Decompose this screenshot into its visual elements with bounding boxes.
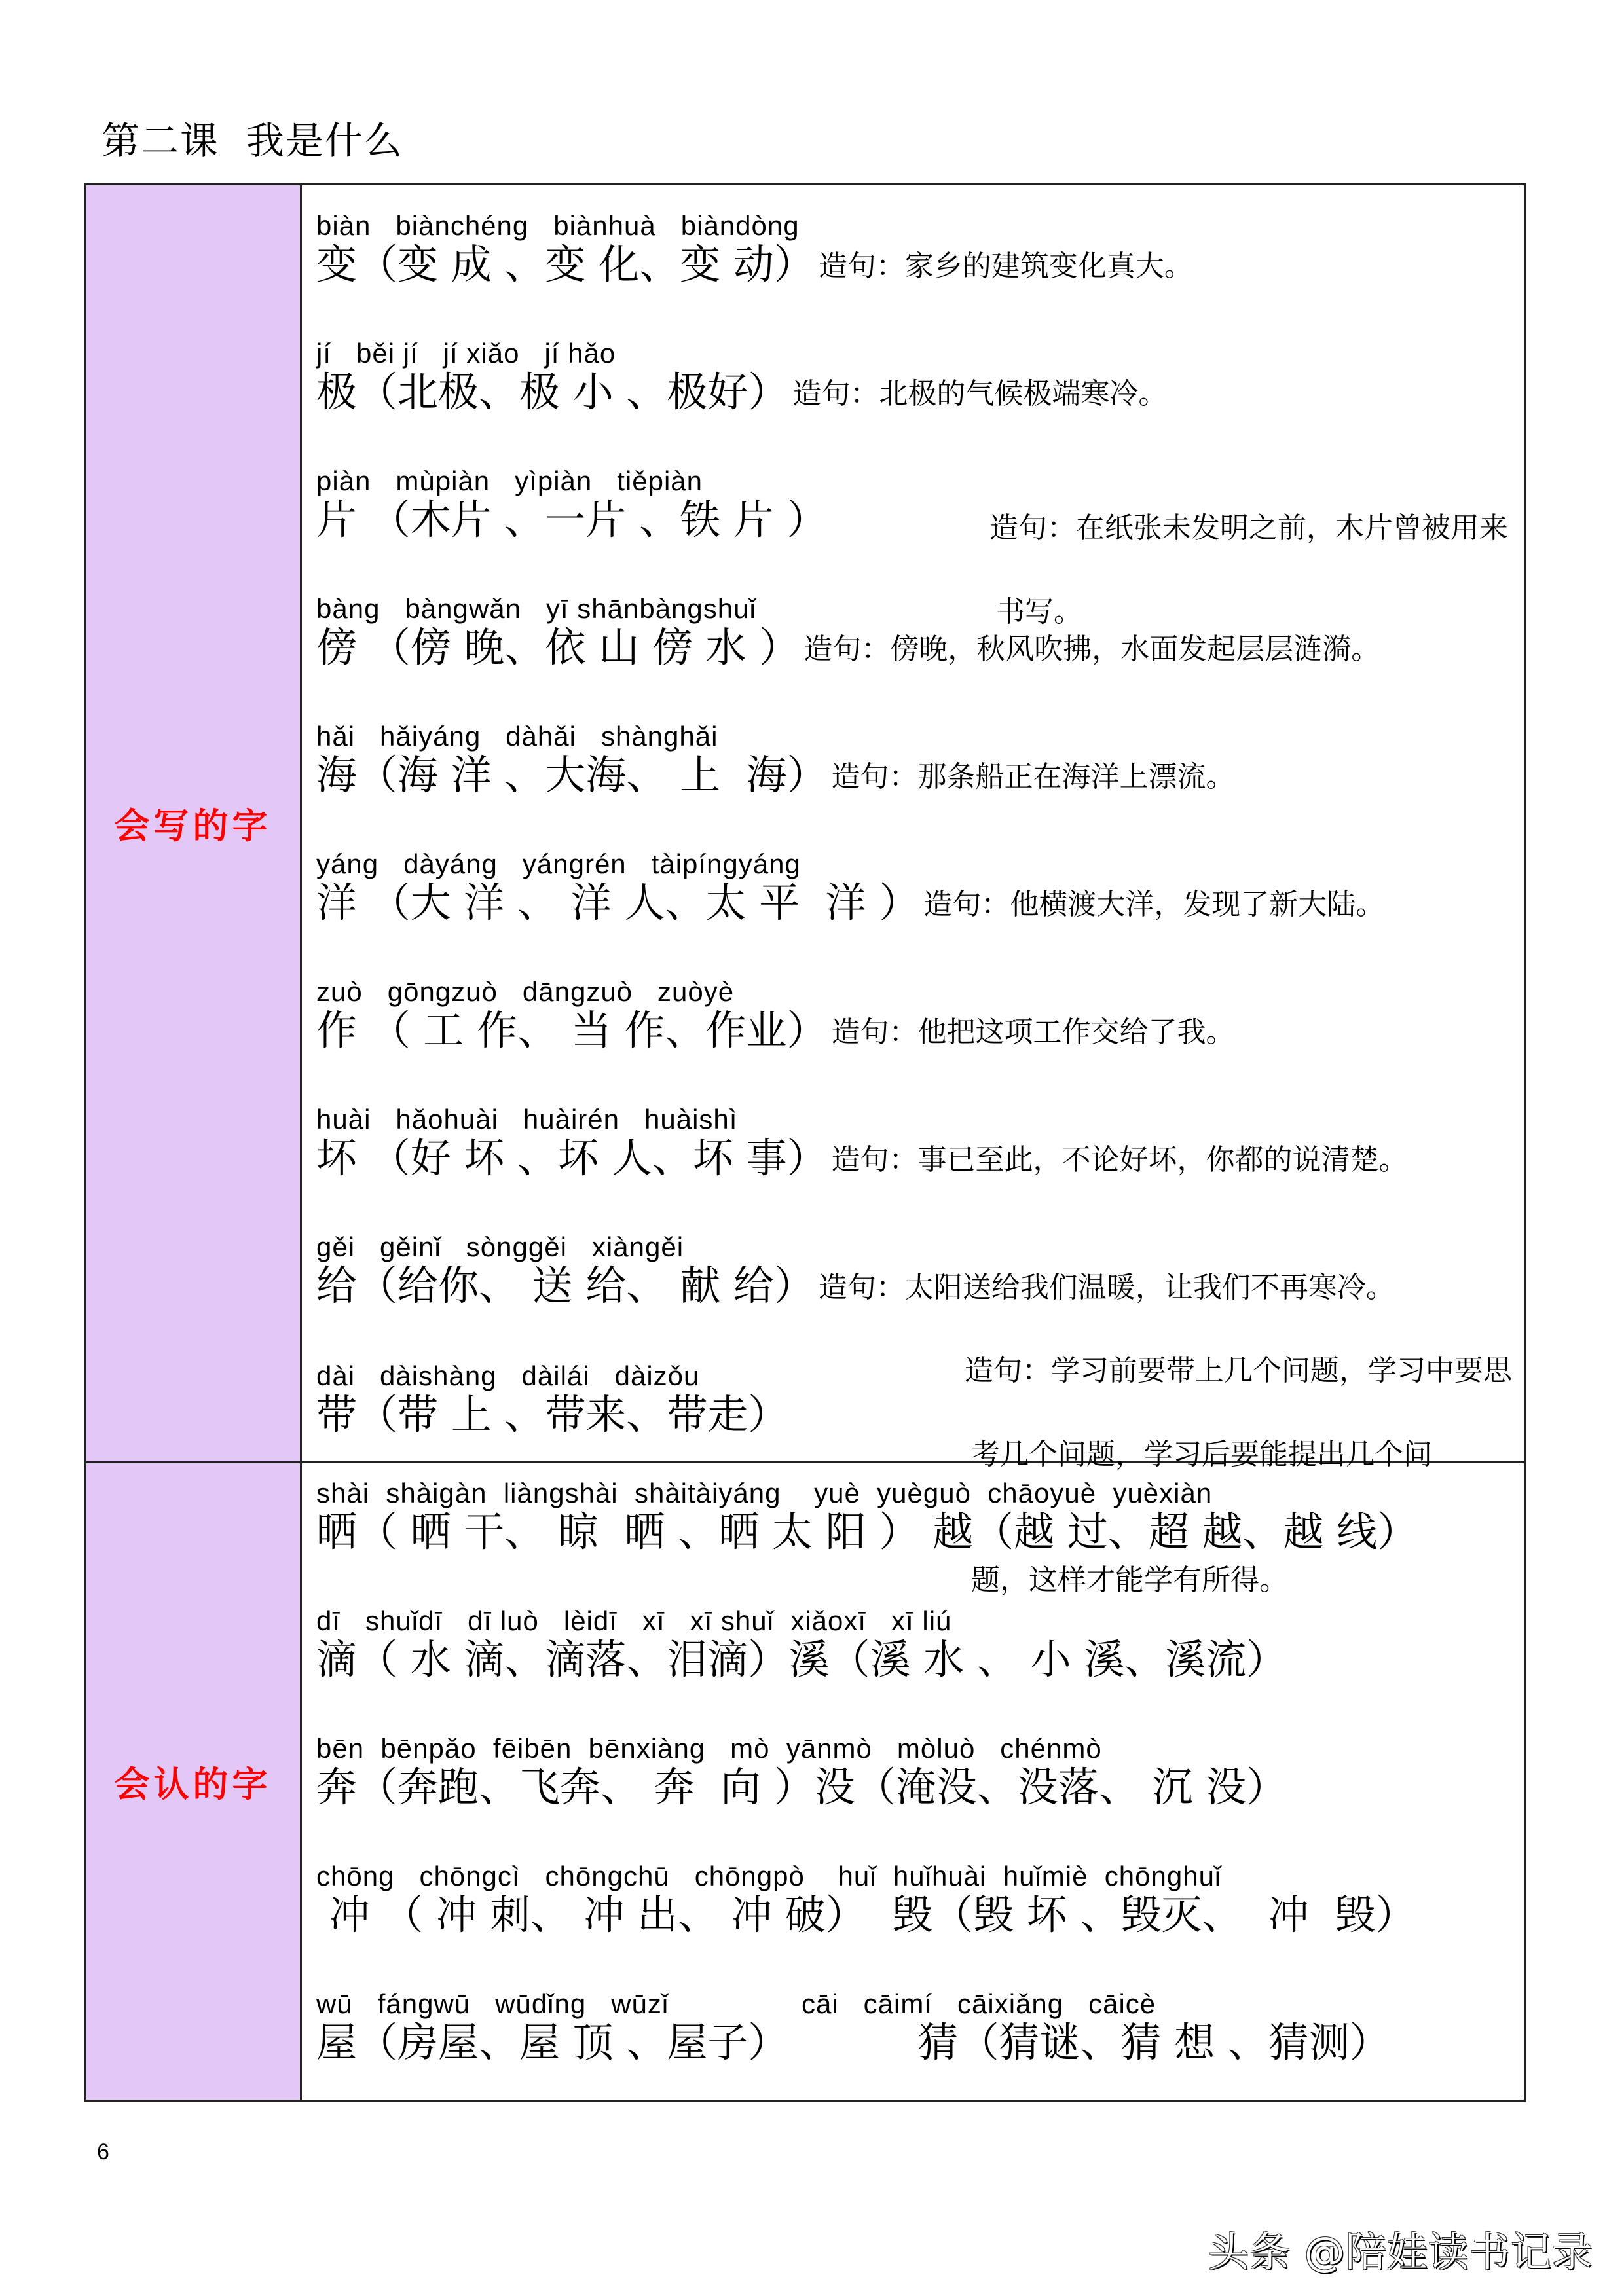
sentence-label: 造句： <box>964 1354 1051 1387</box>
word-entry <box>316 848 1517 926</box>
section-read-content <box>302 1463 1524 2100</box>
watermark: 头条 @陪娃读书记录 <box>1208 2228 1593 2276</box>
vocabulary-table <box>84 183 1526 2102</box>
sentence-label: 造句： <box>923 888 1010 921</box>
hanzi-line: 洋 （大 洋 、 洋 人、太 平 洋 ） <box>316 879 920 926</box>
hanzi-line: 屋（房屋、屋 顶 、屋子） 猜（猜谜、猜 想 、猜测） <box>316 2018 1390 2066</box>
pinyin-line: wū fángwū wūdǐng wūzǐ cāi cāimí cāixiǎng cāicè <box>316 1988 1156 2019</box>
sentence-label: 造句： <box>989 511 1076 545</box>
example-sentence-continued: 题，这样才能学有所得。 <box>971 1563 1288 1597</box>
hanzi-line: 极（北极、极 小 、极好） <box>316 368 789 416</box>
example-sentence: 那条船正在海洋上漂流。 <box>917 760 1235 793</box>
sentence-label: 造句： <box>792 377 879 410</box>
example-sentence-continued: 考几个问题，学习后要能提出几个问 <box>971 1438 1432 1471</box>
pinyin-line: hǎi hǎiyáng dàhǎi shànghǎi <box>316 721 718 752</box>
pinyin-line: dài dàishàng dàilái dàizǒu <box>316 1360 700 1391</box>
hanzi-line: 带（带 上 、带来、带走） <box>316 1391 789 1438</box>
pinyin-line: biàn biànchéng biànhuà biàndòng <box>316 210 800 241</box>
word-row <box>316 1733 1517 1810</box>
word-entry <box>316 338 1517 415</box>
hanzi-line: 晒（ 晒 干、 晾 晒 、晒 太 阳 ） 越（越 过、超 越、越 线） <box>316 1508 1418 1556</box>
example-sentence: 傍晚，秋风吹拂，水面发起层层涟漪。 <box>890 632 1380 666</box>
pinyin-line: yáng dàyáng yángrén tàipíngyáng <box>316 848 801 879</box>
word-entry <box>316 1104 1517 1181</box>
word-row <box>316 1861 1517 1938</box>
pinyin-line: bàng bàngwǎn yī shānbàngshuǐ <box>316 593 756 624</box>
example-sentence: 学习前要带上几个问题，学习中要思 <box>1050 1354 1512 1387</box>
pinyin-line: zuò gōngzuò dāngzuò zuòyè <box>316 976 735 1007</box>
section-read <box>86 1463 1524 2100</box>
word-entry <box>316 721 1517 798</box>
pinyin-line: chōng chōngcì chōngchū chōngpò huǐ huǐhuài huǐmiè chōnghuǐ <box>316 1861 1222 1891</box>
pinyin-line: bēn bēnpǎo fēibēn bēnxiàng mò yānmò mòluò chénmò <box>316 1733 1102 1764</box>
pinyin-line: shài shàigàn liàngshài shàitàiyáng yuè yuèguò chāoyuè yuèxiàn <box>316 1478 1213 1508</box>
sentence-label: 造句： <box>831 1015 918 1049</box>
hanzi-line: 冲 （ 冲 刺、 冲 出、 冲 破） 毁（毁 坏 、毁灭、 冲 毁） <box>316 1891 1416 1939</box>
example-sentence: 他把这项工作交给了我。 <box>917 1015 1235 1049</box>
hanzi-line: 片 （木片 、一片 、铁 片 ） <box>316 496 828 543</box>
sentence-label: 造句： <box>818 1271 905 1304</box>
pinyin-line: dī shuǐdī dī luò lèidī xī xī shuǐ xiǎoxī xī liú <box>316 1605 952 1636</box>
section-label-cell <box>86 1463 302 2100</box>
example-sentence-continued: 书写。 <box>996 595 1082 629</box>
hanzi-line: 变（变 成 、变 化、变 动） <box>316 240 815 288</box>
sentence-label: 造句： <box>818 249 905 283</box>
example-sentence: 北极的气候极端寒冷。 <box>879 377 1168 410</box>
word-row <box>316 1988 1517 2066</box>
lesson-title: 第二课 我是什么 <box>101 118 403 163</box>
pinyin-line: gěi gěinǐ sònggěi xiàngěi <box>316 1231 684 1262</box>
sentence-label: 造句： <box>831 760 918 793</box>
hanzi-line: 坏 （好 坏 、坏 人、坏 事） <box>316 1134 828 1182</box>
hanzi-line: 奔（奔跑、飞奔、 奔 向 ）没（淹没、没落、 沉 没） <box>316 1763 1287 1811</box>
example-sentence: 太阳送给我们温暖，让我们不再寒冷。 <box>904 1271 1395 1304</box>
page-number: 6 <box>97 2140 109 2164</box>
hanzi-line: 傍 （傍 晚、依 山 傍 水 ） <box>316 623 800 671</box>
word-row <box>316 1605 1517 1683</box>
word-entry <box>316 1231 1517 1309</box>
pinyin-line: huài hǎohuài huàirén huàishì <box>316 1104 738 1135</box>
pinyin-line: jí běi jí jí xiǎo jí hǎo <box>316 338 616 369</box>
pinyin-line: piàn mùpiàn yìpiàn tiěpiàn <box>316 465 703 496</box>
example-sentence: 在纸张未发明之前，木片曾被用来 <box>1075 511 1508 545</box>
sentence-label: 造句： <box>831 1143 918 1176</box>
example-sentence: 家乡的建筑变化真大。 <box>904 249 1193 283</box>
example-sentence: 事已至此，不论好坏，你都的说清楚。 <box>917 1143 1408 1176</box>
word-entry <box>316 976 1517 1053</box>
hanzi-line: 作 （ 工 作、 当 作、作业） <box>316 1006 828 1054</box>
hanzi-line: 给（给你、 送 给、 献 给） <box>316 1262 815 1309</box>
section-label-read: 会认的字 <box>114 1762 272 1805</box>
word-entry <box>316 210 1517 287</box>
sentence-label: 造句： <box>803 632 891 666</box>
example-sentence: 他横渡大洋，发现了新大陆。 <box>1010 888 1385 921</box>
word-entry <box>316 593 1517 670</box>
section-label-cell <box>86 185 302 1461</box>
section-label-write: 会写的字 <box>114 805 272 847</box>
word-row <box>316 1478 1517 1555</box>
hanzi-line: 滴（ 水 滴、滴落、泪滴）溪（溪 水 、 小 溪、溪流） <box>316 1635 1287 1683</box>
hanzi-line: 海（海 洋 、大海、 上 海） <box>316 751 828 799</box>
